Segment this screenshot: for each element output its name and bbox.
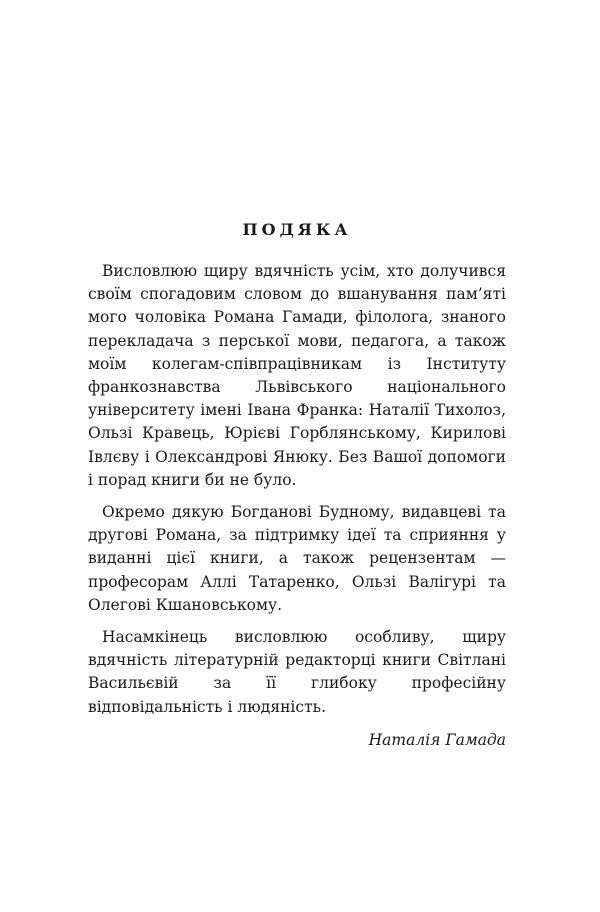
acknowledgements-page xyxy=(88,220,506,752)
paragraph-3: Насамкінець висловлюю особливу, щиру вдячність літературній редакторці книги Світлані Васильєвій за її глибоку професійну відповідальність і людяність. xyxy=(88,628,506,716)
paragraph-1: Висловлюю щиру вдячність усім, хто долучився своїм спогадовим словом до вшанування пам’яті мого чоловіка Романа Гамади, філолога, знаного перекладача з перської мови, педагога, а також моїм колегам-співпрацівникам із Інституту франкознавства Львівського національного університету імені Івана Франка: Наталії Тихолоз, Ользі Кравець, Юрієві Горблянському, Кирилові Івлєву і Олександрові Янюку. Без Вашої допомоги і порад книги би не було. xyxy=(88,262,506,489)
author-signature: Наталія Гамада xyxy=(368,730,506,749)
page-title: ПОДЯКА xyxy=(242,220,352,239)
paragraph-2: Окремо дякую Богданові Будному, видавцеві та другові Романа, за підтримку ідеї та сприяння у виданні цієї книги, а також рецензентам — професорам Аллі Татаренко, Ользі Валігурі та Олегові Кшановському. xyxy=(88,503,506,614)
